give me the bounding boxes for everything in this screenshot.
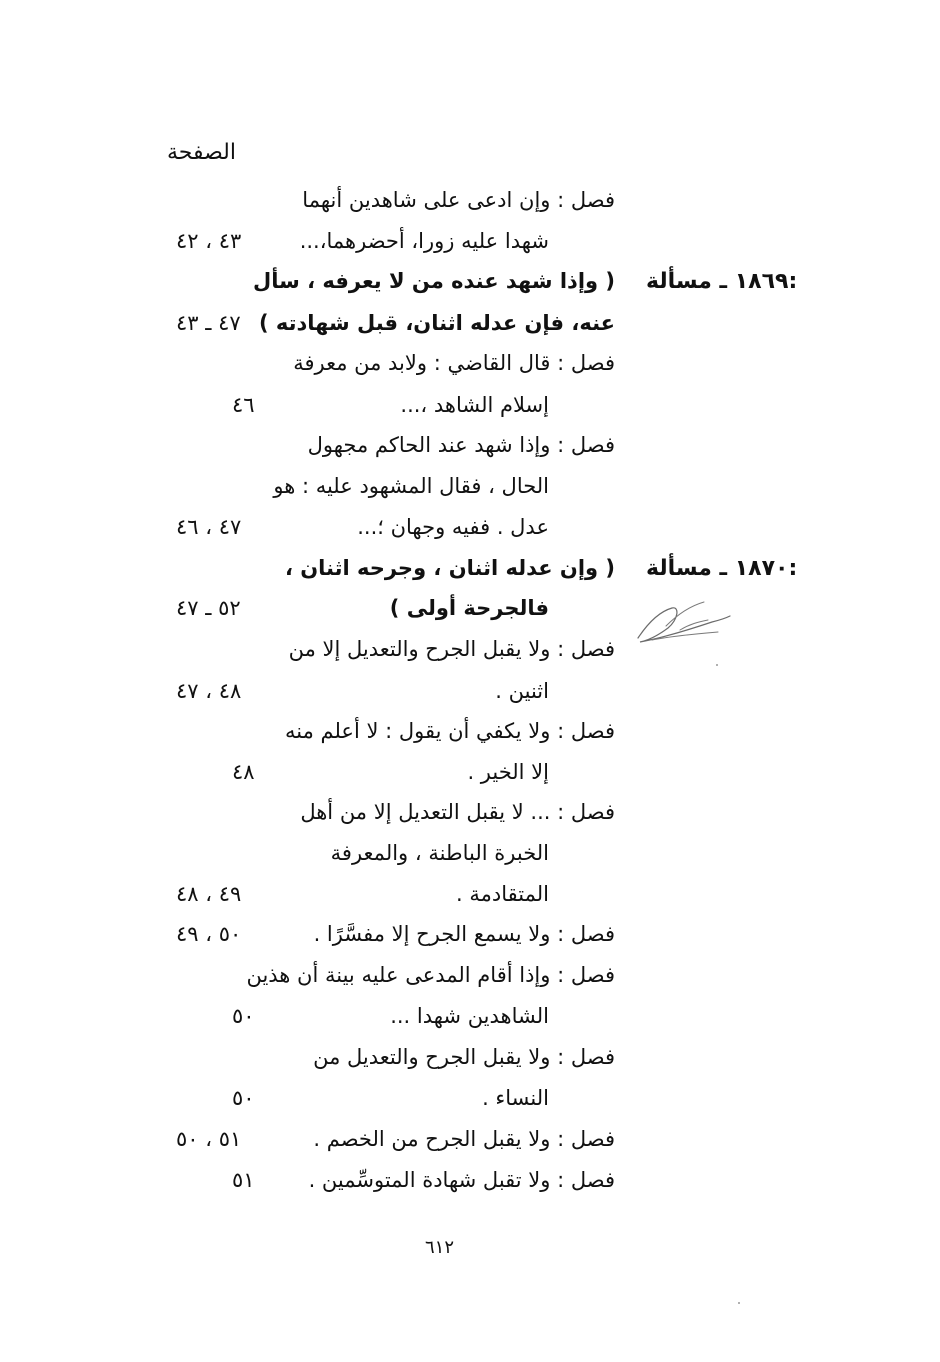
entry-text: النساء .	[482, 1086, 549, 1110]
entry-text: الشاهدين شهدا ...	[390, 1004, 549, 1028]
entry-pages: ٥٠	[232, 1004, 255, 1028]
entry-text: فصل : وإن ادعى على شاهدين أنهما	[302, 188, 615, 212]
entry-pages: ٤٨ ، ٤٧	[176, 679, 242, 703]
entry-text: اثنين .	[495, 679, 549, 703]
entry-pages: ٥٠	[232, 1086, 255, 1110]
entry-pages: ٤٣ ، ٤٢	[176, 229, 242, 253]
entry-pages: ٤٩ ، ٤٨	[176, 882, 242, 906]
entry-pages: ٥١ ، ٥٠	[176, 1127, 242, 1151]
entry-pages: ٤٦	[232, 393, 255, 417]
entry-text: فصل : وإذا شهد عند الحاكم مجهول	[307, 433, 615, 457]
issue-text: عنه، فإن عدله اثنان، قبل شهادته )	[258, 311, 615, 335]
entry-text: فصل : ولا يسمع الجرح إلا مفسَّرًا .	[313, 922, 615, 946]
entry-text: المتقادمة .	[456, 882, 549, 906]
issue-text: ( وإذا شهد عنده من لا يعرفه ، سأل	[253, 269, 615, 293]
entry-text: فصل : وإذا أقام المدعى عليه بينة أن هذين	[246, 963, 615, 987]
entry-pages: ٤٧ ، ٤٦	[176, 515, 242, 539]
entry-text: الخبرة الباطنة ، والمعرفة	[330, 841, 549, 865]
entry-text: فصل : ولا يقبل الجرح والتعديل من	[313, 1045, 615, 1069]
entry-pages: ٥٠ ، ٤٩	[176, 922, 242, 946]
entry-text: فصل : ولا تقبل شهادة المتوسِّمين .	[308, 1168, 615, 1192]
handwritten-scribble	[632, 596, 732, 648]
entry-text: الحال ، فقال المشهود عليه : هو	[273, 474, 549, 498]
ink-speck	[716, 664, 718, 666]
page-number: ٦١٢	[425, 1237, 455, 1258]
issue-number: ١٨٦٩ ـ مسألة:	[646, 269, 798, 294]
issue-text: فالجرحة أولى )	[389, 596, 549, 620]
issue-text: ( وإن عدله اثنان ، وجرحه اثنان ،	[284, 556, 615, 580]
entry-text: فصل : ولا يقبل الجرح والتعديل إلا من	[288, 637, 615, 661]
entry-pages: ٤٧ ـ ٤٣	[176, 311, 241, 335]
entry-text: عدل . ففيه وجهان ؛...	[357, 515, 549, 539]
issue-number: ١٨٧٠ ـ مسألة:	[646, 556, 798, 581]
ink-speck	[738, 1302, 740, 1304]
entry-text: إلا الخير .	[467, 760, 549, 784]
entry-pages: ٤٨	[232, 760, 255, 784]
entry-text: فصل : قال القاضي : ولابد من معرفة	[293, 351, 615, 375]
entry-text: فصل : ... لا يقبل التعديل إلا من أهل	[300, 800, 615, 824]
entry-text: إسلام الشاهد ،...	[400, 393, 549, 417]
entry-text: فصل : ولا يقبل الجرح من الخصم .	[313, 1127, 615, 1151]
page-column-header: الصفحة	[166, 140, 236, 165]
entry-text: فصل : ولا يكفي أن يقول : لا أعلم منه	[284, 719, 615, 743]
entry-pages: ٥١	[232, 1168, 255, 1192]
entry-text: شهدا عليه زورا، أحضرهما،...	[299, 229, 549, 253]
entry-pages: ٥٢ ـ ٤٧	[176, 596, 241, 620]
